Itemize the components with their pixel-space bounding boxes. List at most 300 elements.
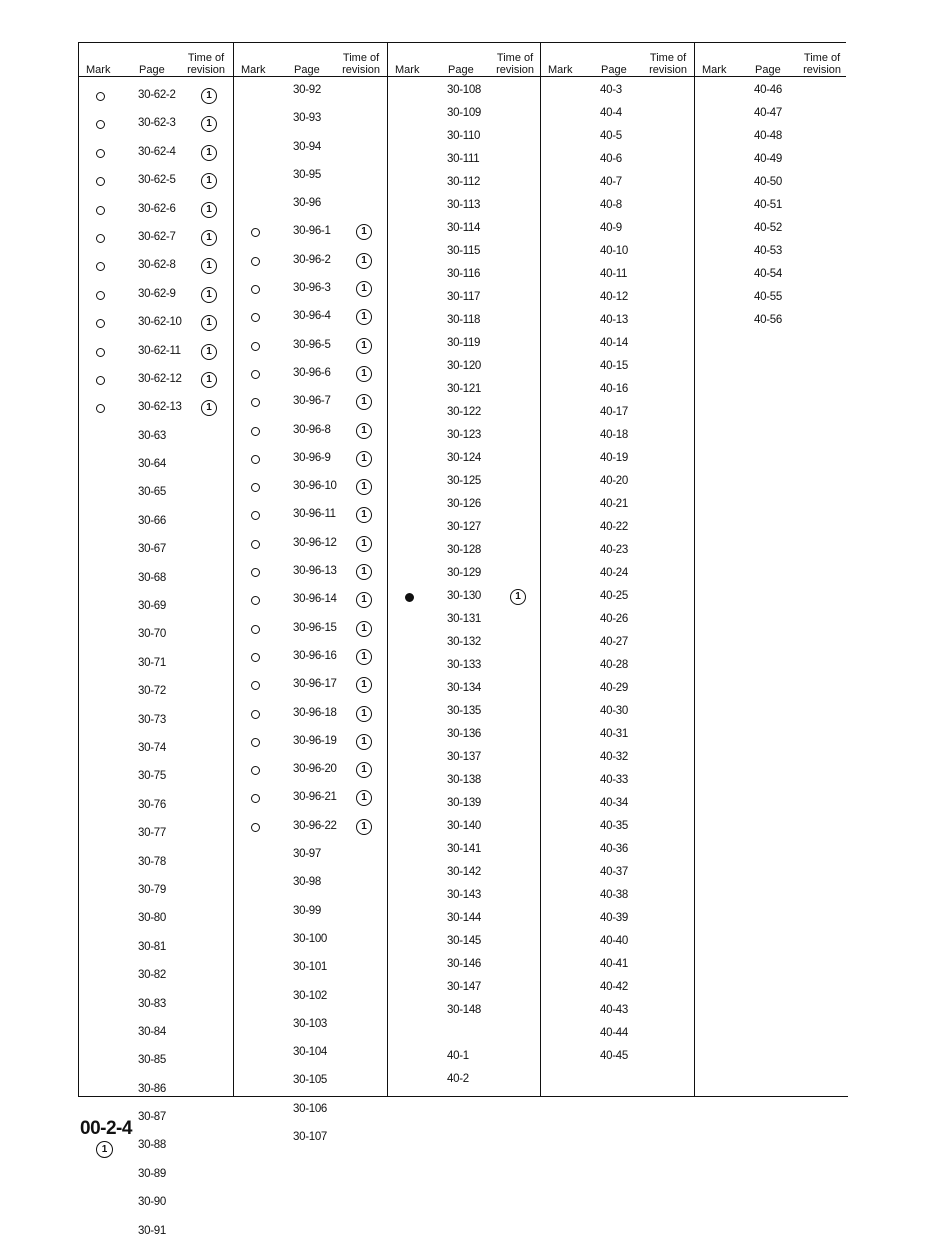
page-number: 30-142 [447, 866, 482, 878]
table-row [78, 342, 231, 370]
open-circle-mark-icon [251, 653, 260, 662]
page-number: 30-108 [447, 84, 482, 96]
table-row [387, 150, 540, 173]
revision-badge: 1 [356, 338, 372, 354]
open-circle-mark-icon [251, 427, 260, 436]
table-row [233, 1043, 386, 1071]
page-number: 30-134 [447, 682, 482, 694]
page-number: 30-96 [293, 197, 321, 210]
page-number: 30-120 [447, 360, 482, 372]
page-number: 30-106 [293, 1102, 328, 1115]
header-mark: Mark [548, 64, 573, 76]
page-number: 40-1 [447, 1050, 469, 1062]
page-number: 30-69 [138, 600, 166, 613]
open-circle-mark-icon [96, 234, 105, 243]
table-row [387, 81, 540, 104]
table-row [540, 863, 693, 886]
page-number: 30-146 [447, 958, 482, 970]
table-row [387, 334, 540, 357]
page-number: 30-136 [447, 728, 482, 740]
open-circle-mark-icon [251, 285, 260, 294]
table-row [540, 725, 693, 748]
table-row [233, 704, 386, 732]
page-number: 30-82 [138, 969, 166, 982]
table-row [233, 449, 386, 477]
page-number: 40-30 [600, 705, 628, 717]
page-number: 40-4 [600, 107, 622, 119]
page-number: 30-126 [447, 498, 482, 510]
page-number: 30-122 [447, 406, 482, 418]
table-row [540, 196, 693, 219]
table-row [387, 1070, 540, 1093]
page-number: 40-56 [754, 314, 782, 326]
table-row [233, 109, 386, 137]
page-number: 30-92 [293, 84, 321, 96]
table-row [233, 619, 386, 647]
page-number: 30-118 [447, 314, 481, 326]
table-row [233, 1071, 386, 1099]
table-row [78, 739, 231, 767]
page-number: 30-98 [293, 876, 321, 889]
revision-badge: 1 [356, 423, 372, 439]
page-number: 30-144 [447, 912, 482, 924]
page-number: 30-129 [447, 567, 482, 579]
page-number: 30-103 [293, 1017, 328, 1030]
revision-badge: 1 [201, 344, 217, 360]
table-row [233, 279, 386, 307]
open-circle-mark-icon [251, 766, 260, 775]
open-circle-mark-icon [251, 483, 260, 492]
table-row [387, 748, 540, 771]
page-number: 30-79 [138, 883, 166, 896]
table-row [387, 771, 540, 794]
page-number: 40-36 [600, 843, 628, 855]
table-row [387, 265, 540, 288]
table-row [694, 81, 847, 104]
page-number: 40-5 [600, 130, 622, 142]
table-row [694, 219, 847, 242]
table-row [233, 251, 386, 279]
header-time-line2: revision [187, 64, 225, 76]
page-number: 30-64 [138, 458, 166, 471]
page-number: 30-105 [293, 1074, 328, 1087]
table-row [78, 966, 231, 994]
open-circle-mark-icon [96, 262, 105, 271]
page-number: 40-34 [600, 797, 628, 809]
page-number: 30-135 [447, 705, 482, 717]
header-time-line2: revision [649, 64, 687, 76]
page-number: 30-115 [447, 245, 481, 257]
page-number: 30-71 [138, 656, 166, 669]
table-row [78, 654, 231, 682]
page-number: 40-29 [600, 682, 628, 694]
document-revision-badge: 1 [96, 1141, 113, 1158]
table-row [78, 228, 231, 256]
open-circle-mark-icon [251, 710, 260, 719]
table-row [233, 307, 386, 335]
table-row [540, 978, 693, 1001]
open-circle-mark-icon [251, 681, 260, 690]
open-circle-mark-icon [96, 319, 105, 328]
filled-circle-mark-icon [405, 593, 414, 602]
page-number: 30-65 [138, 486, 166, 499]
table-row [387, 495, 540, 518]
revision-badge: 1 [201, 88, 217, 104]
table-row [540, 518, 693, 541]
table-row [233, 194, 386, 222]
page-number: 40-15 [600, 360, 628, 372]
table-row [540, 173, 693, 196]
page-number: 30-121 [447, 383, 482, 395]
table-row [233, 845, 386, 873]
page-number: 40-38 [600, 889, 628, 901]
table-row [233, 732, 386, 760]
table-row [694, 150, 847, 173]
page-number: 40-32 [600, 751, 628, 763]
table-row [78, 143, 231, 171]
revision-badge: 1 [510, 589, 526, 605]
table-column-2 [233, 42, 386, 1143]
table-row [78, 796, 231, 824]
open-circle-mark-icon [251, 596, 260, 605]
table-row [233, 534, 386, 562]
table-row [233, 958, 386, 986]
revision-badge: 1 [356, 253, 372, 269]
table-row [540, 932, 693, 955]
page-number: 40-54 [754, 268, 782, 280]
page-number: 40-7 [600, 176, 622, 188]
revision-badge: 1 [356, 451, 372, 467]
page-number: 30-96-14 [293, 593, 337, 606]
column-header [233, 42, 386, 76]
table-row [540, 449, 693, 472]
page-number: 40-40 [600, 935, 628, 947]
table-row [78, 1023, 231, 1051]
revision-badge: 1 [356, 479, 372, 495]
table-row [540, 242, 693, 265]
page-number: 40-14 [600, 337, 628, 349]
page-number: 30-96-15 [293, 621, 337, 634]
header-time-of-revision [187, 52, 225, 76]
table-row [233, 675, 386, 703]
page-number: 40-8 [600, 199, 622, 211]
page-number: 40-12 [600, 291, 628, 303]
table-row [233, 138, 386, 166]
table-row [540, 357, 693, 380]
page-number: 30-62-5 [138, 174, 176, 187]
page-number: 40-3 [600, 84, 622, 96]
header-time-line1: Time of [496, 52, 534, 64]
table-row [387, 564, 540, 587]
page-number: 30-96-22 [293, 819, 337, 832]
page-number: 40-13 [600, 314, 628, 326]
page-number: 30-147 [447, 981, 482, 993]
page-number: 40-21 [600, 498, 628, 510]
header-time-line2: revision [496, 64, 534, 76]
page-number: 30-96-1 [293, 225, 331, 238]
revision-badge: 1 [201, 258, 217, 274]
table-row [540, 840, 693, 863]
open-circle-mark-icon [96, 92, 105, 101]
page-number: 30-128 [447, 544, 482, 556]
page-number: 30-123 [447, 429, 482, 441]
column-header [78, 42, 231, 76]
page-number: 30-96-2 [293, 253, 331, 266]
revision-badge: 1 [201, 173, 217, 189]
table-row [694, 242, 847, 265]
page-number: 30-80 [138, 912, 166, 925]
open-circle-mark-icon [96, 149, 105, 158]
table-row [540, 1047, 693, 1070]
table-row [78, 427, 231, 455]
header-time-of-revision [803, 52, 841, 76]
table-row [78, 512, 231, 540]
table-row [78, 995, 231, 1023]
revision-badge: 1 [356, 790, 372, 806]
header-mark: Mark [702, 64, 727, 76]
table-row [233, 81, 386, 109]
page-number: 40-51 [754, 199, 782, 211]
page-number: 30-104 [293, 1046, 328, 1059]
revision-badge: 1 [356, 621, 372, 637]
header-page: Page [601, 64, 627, 76]
page-number: 30-96-3 [293, 282, 331, 295]
column-header [694, 42, 847, 76]
page-number: 40-19 [600, 452, 628, 464]
page-number: 30-96-13 [293, 565, 337, 578]
page-number: 40-42 [600, 981, 628, 993]
table-row [387, 794, 540, 817]
page-number: 30-111 [447, 153, 480, 165]
page-number: 30-139 [447, 797, 482, 809]
page-number: 40-20 [600, 475, 628, 487]
page-number: 40-41 [600, 958, 628, 970]
revision-badge: 1 [201, 202, 217, 218]
open-circle-mark-icon [96, 291, 105, 300]
revision-badge: 1 [201, 400, 217, 416]
page-number: 30-110 [447, 130, 481, 142]
table-row [540, 794, 693, 817]
table-row [694, 288, 847, 311]
table-row [78, 114, 231, 142]
table-row [387, 725, 540, 748]
page-number: 30-143 [447, 889, 482, 901]
table-row [78, 767, 231, 795]
page-number: 40-44 [600, 1027, 628, 1039]
open-circle-mark-icon [251, 568, 260, 577]
revision-badge: 1 [356, 507, 372, 523]
table-row [233, 987, 386, 1015]
page-number: 30-85 [138, 1054, 166, 1067]
table-row [233, 562, 386, 590]
revision-badge: 1 [356, 224, 372, 240]
table-row [78, 1080, 231, 1108]
page-number: 30-137 [447, 751, 482, 763]
revision-badge: 1 [356, 706, 372, 722]
page-number: 40-10 [600, 245, 628, 257]
table-column-5 [694, 42, 847, 1096]
page-number: 40-26 [600, 613, 628, 625]
table-row [540, 771, 693, 794]
revision-badge: 1 [356, 649, 372, 665]
table-row [233, 647, 386, 675]
page-number: 40-49 [754, 153, 782, 165]
table-row [540, 679, 693, 702]
table-row [387, 840, 540, 863]
open-circle-mark-icon [251, 625, 260, 634]
page-number: 30-75 [138, 770, 166, 783]
page-number: 30-107 [293, 1130, 328, 1143]
table-row [78, 256, 231, 284]
table-row [78, 1165, 231, 1193]
revision-badge: 1 [356, 677, 372, 693]
page-number: 30-130 [447, 590, 482, 602]
table-row [387, 311, 540, 334]
table-row [540, 955, 693, 978]
page-number: 30-132 [447, 636, 482, 648]
page-number: 30-97 [293, 848, 321, 861]
open-circle-mark-icon [251, 511, 260, 520]
revision-badge: 1 [201, 145, 217, 161]
table-row [540, 104, 693, 127]
page-number: 30-66 [138, 514, 166, 527]
header-time-line2: revision [803, 64, 841, 76]
page-number: 40-55 [754, 291, 782, 303]
page-number: 30-96-16 [293, 649, 337, 662]
page-number: 40-33 [600, 774, 628, 786]
table-row [387, 380, 540, 403]
table-row [387, 104, 540, 127]
page-number: 30-96-6 [293, 366, 331, 379]
header-mark: Mark [395, 64, 420, 76]
page-number: 30-89 [138, 1167, 166, 1180]
page-number: 30-99 [293, 904, 321, 917]
table-row [233, 902, 386, 930]
table-row [78, 86, 231, 114]
table-row [540, 150, 693, 173]
revision-badge: 1 [356, 366, 372, 382]
page-number: 30-96-19 [293, 734, 337, 747]
table-row [540, 288, 693, 311]
page-number: 30-78 [138, 855, 166, 868]
table-row [387, 127, 540, 150]
open-circle-mark-icon [251, 738, 260, 747]
table-row [78, 853, 231, 881]
table-row [233, 336, 386, 364]
header-mark: Mark [241, 64, 266, 76]
table-row [540, 702, 693, 725]
table-row [387, 403, 540, 426]
page-number: 40-53 [754, 245, 782, 257]
table-row [78, 313, 231, 341]
table-row [694, 127, 847, 150]
table-row [387, 357, 540, 380]
table-row [387, 886, 540, 909]
page-number: 30-96-10 [293, 480, 337, 493]
table-row [233, 505, 386, 533]
table-row [387, 449, 540, 472]
table-row [78, 625, 231, 653]
header-time-line1: Time of [342, 52, 380, 64]
page-number: 40-11 [600, 268, 628, 280]
table-row [540, 1024, 693, 1047]
table-row [387, 1001, 540, 1024]
revision-badge: 1 [356, 564, 372, 580]
open-circle-mark-icon [251, 398, 260, 407]
page-number: 30-73 [138, 713, 166, 726]
table-row [78, 597, 231, 625]
page-number: 30-62-2 [138, 89, 176, 101]
table-column-4 [540, 42, 693, 1096]
page-number: 30-62-8 [138, 259, 176, 272]
table-row [78, 1051, 231, 1079]
page-number: 40-43 [600, 1004, 628, 1016]
table-row [387, 587, 540, 610]
page-number: 40-17 [600, 406, 628, 418]
header-time-line1: Time of [187, 52, 225, 64]
page-number: 30-138 [447, 774, 482, 786]
table-row [78, 569, 231, 597]
table-row [694, 104, 847, 127]
page-number: 30-62-7 [138, 230, 176, 243]
page-number: 40-25 [600, 590, 628, 602]
table-row [387, 219, 540, 242]
open-circle-mark-icon [96, 404, 105, 413]
open-circle-mark-icon [251, 794, 260, 803]
revision-badge: 1 [356, 309, 372, 325]
page-number: 30-96-11 [293, 508, 336, 521]
table-row [387, 610, 540, 633]
page-number: 40-35 [600, 820, 628, 832]
header-page: Page [294, 64, 320, 76]
open-circle-mark-icon [251, 228, 260, 237]
table-row [540, 265, 693, 288]
table-row [78, 200, 231, 228]
table-row [540, 748, 693, 771]
table-row [233, 930, 386, 958]
header-mark: Mark [86, 64, 111, 76]
page-number: 30-102 [293, 989, 328, 1002]
page-number: 40-46 [754, 84, 782, 96]
page-number: 30-145 [447, 935, 482, 947]
page-number: 40-39 [600, 912, 628, 924]
table-row [387, 656, 540, 679]
table-row [387, 196, 540, 219]
page-number: 40-37 [600, 866, 628, 878]
page-number: 30-95 [293, 168, 321, 181]
page-number: 30-94 [293, 140, 321, 153]
page-number: 30-62-11 [138, 344, 181, 357]
page-number: 30-96-5 [293, 338, 331, 351]
header-time-line1: Time of [649, 52, 687, 64]
table-row [78, 682, 231, 710]
page-number: 30-86 [138, 1082, 166, 1095]
page-number: 30-62-12 [138, 372, 182, 385]
revision-badge: 1 [201, 372, 217, 388]
table-row [540, 1001, 693, 1024]
page-number: 40-6 [600, 153, 622, 165]
page-number: 30-114 [447, 222, 481, 234]
table-row [233, 166, 386, 194]
table-row [78, 881, 231, 909]
table-row [387, 518, 540, 541]
page-number: 30-119 [447, 337, 481, 349]
page-number: 40-50 [754, 176, 782, 188]
table-row [233, 421, 386, 449]
table-row [540, 403, 693, 426]
open-circle-mark-icon [96, 376, 105, 385]
table-row [387, 426, 540, 449]
